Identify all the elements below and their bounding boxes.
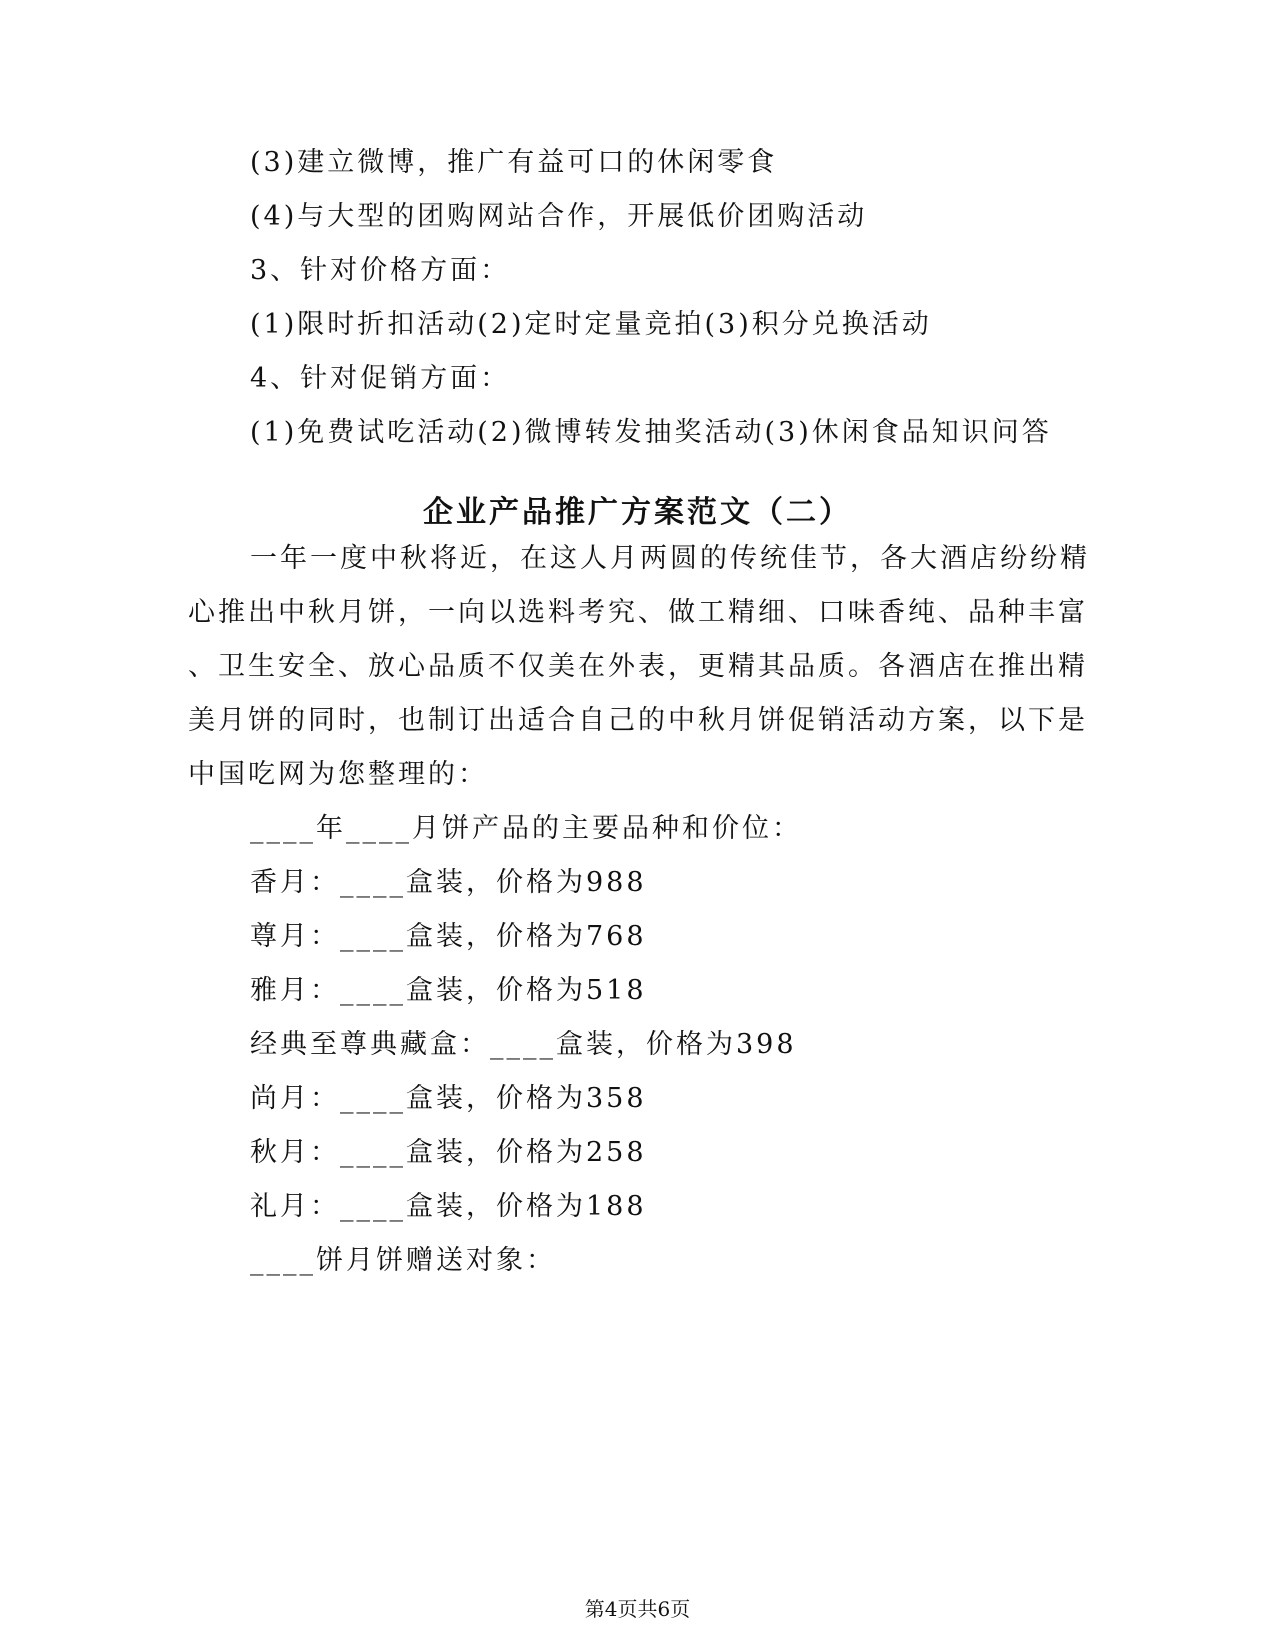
product-item: 秋月：____盒装，价格为258 bbox=[250, 1137, 647, 1168]
product-item: 雅月：____盒装，价格为518 bbox=[250, 975, 647, 1006]
section-title: 企业产品推广方案范文（二） bbox=[423, 495, 852, 530]
list-item: (1)限时折扣活动(2)定时定量竞拍(3)积分兑换活动 bbox=[250, 309, 932, 340]
products-heading: ____年____月饼产品的主要品种和价位： bbox=[250, 813, 802, 844]
list-item: (3)建立微博，推广有益可口的休闲零食 bbox=[250, 147, 778, 178]
list-item: (1)免费试吃活动(2)微博转发抽奖活动(3)休闲食品知识问答 bbox=[250, 417, 1052, 448]
paragraph-line: 心推出中秋月饼，一向以选料考究、做工精细、口味香纯、品种丰富 bbox=[188, 597, 1088, 628]
paragraph-line: 一年一度中秋将近，在这人月两圆的传统佳节，各大酒店纷纷精 bbox=[250, 543, 1090, 574]
paragraph-line: 、卫生安全、放心品质不仅美在外表，更精其品质。各酒店在推出精 bbox=[188, 651, 1088, 682]
product-item: 香月：____盒装，价格为988 bbox=[250, 867, 647, 898]
paragraph-line: 中国吃网为您整理的： bbox=[188, 759, 488, 790]
section-heading: 4、针对促销方面： bbox=[250, 363, 511, 394]
product-item: 礼月：____盒装，价格为188 bbox=[250, 1191, 647, 1222]
page-footer: 第4页共6页 bbox=[584, 1597, 691, 1621]
list-item: (4)与大型的团购网站合作，开展低价团购活动 bbox=[250, 201, 868, 232]
gift-target-line: ____饼月饼赠送对象： bbox=[250, 1245, 556, 1276]
product-item: 尊月：____盒装，价格为768 bbox=[250, 921, 647, 952]
product-item: 经典至尊典藏盒：____盒装，价格为398 bbox=[250, 1029, 797, 1060]
product-item: 尚月：____盒装，价格为358 bbox=[250, 1083, 647, 1114]
paragraph-line: 美月饼的同时，也制订出适合自己的中秋月饼促销活动方案，以下是 bbox=[188, 705, 1088, 736]
section-heading: 3、针对价格方面： bbox=[250, 255, 511, 286]
